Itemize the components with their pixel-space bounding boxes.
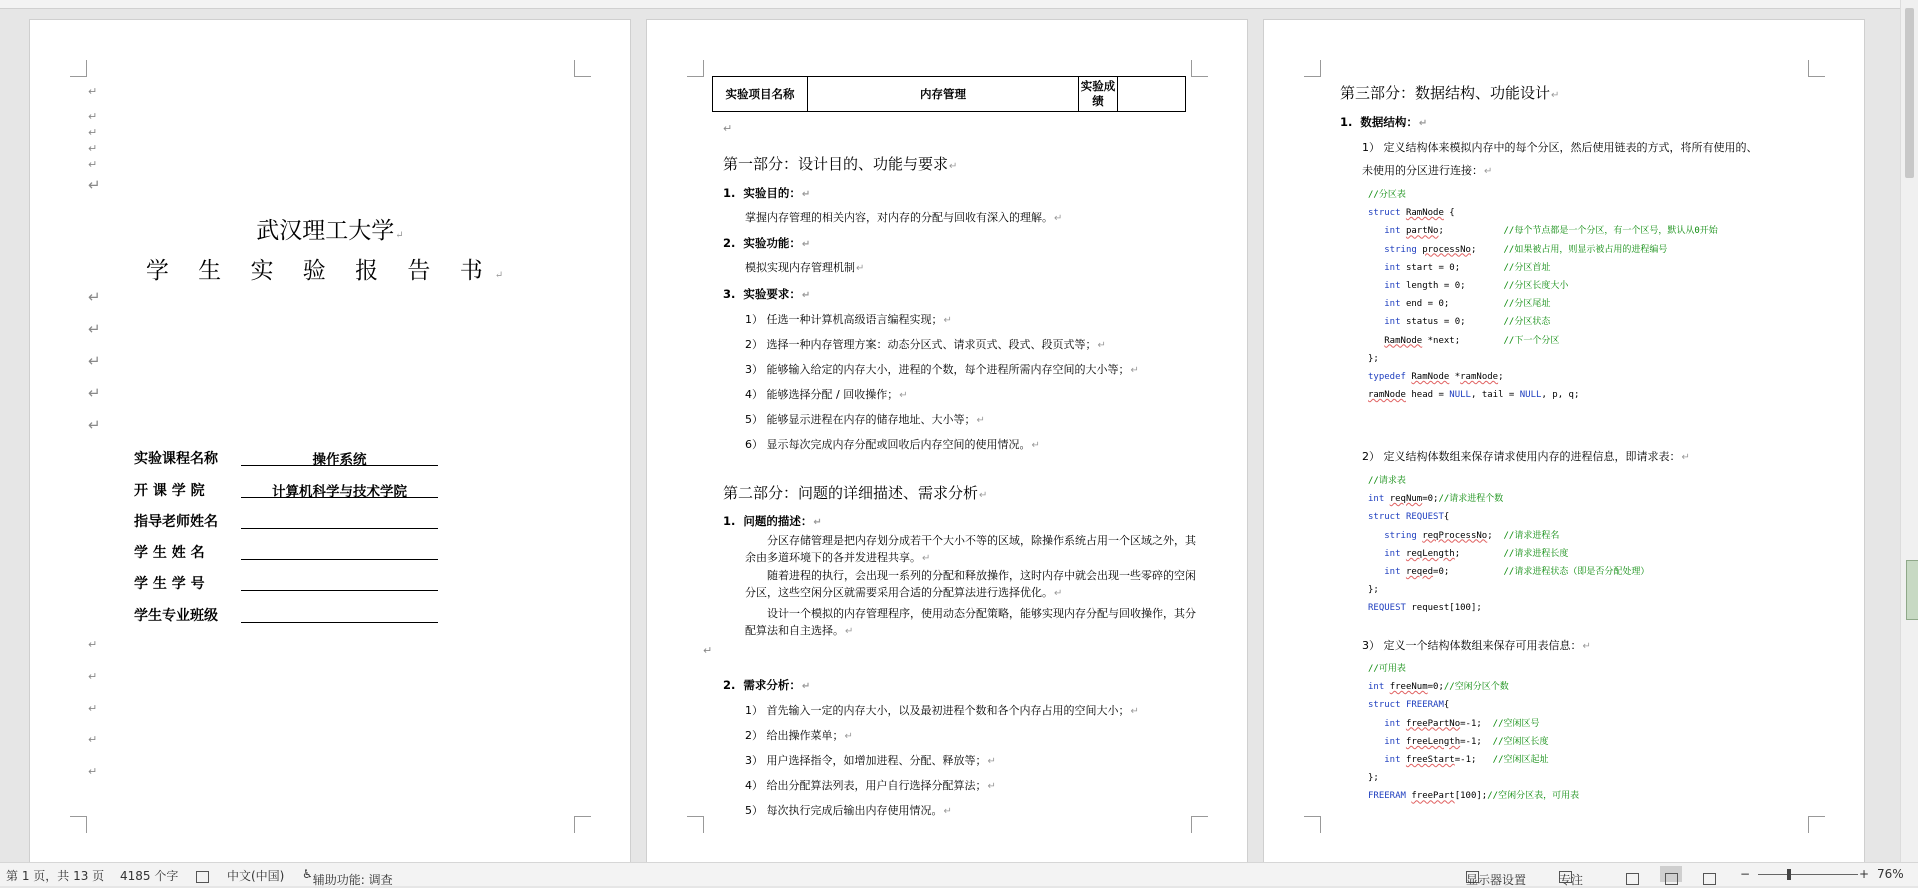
field-label: 学 生 姓 名: [134, 545, 205, 561]
field-value[interactable]: 操作系统: [241, 448, 438, 466]
description-title: 1. 问题的描述： ↵: [723, 513, 822, 529]
zoom-slider-knob[interactable]: [1787, 869, 1791, 880]
description-paragraph: 设计一个模拟的内存管理程序，使用动态分配策略，能够实现内存分配与回收操作，其分配算法和自主选择。 ↵: [745, 605, 1197, 640]
print-layout-button[interactable]: [1660, 866, 1682, 882]
function-text: 模拟实现内存管理机制 ↵: [745, 259, 864, 275]
crop-mark: [574, 816, 591, 833]
read-mode-button[interactable]: [1621, 866, 1643, 882]
field-label: 指导老师姓名: [134, 514, 218, 530]
language-status[interactable]: 中文(中国): [227, 869, 285, 883]
field-label: 学 生 学 号: [134, 576, 205, 592]
paragraph-mark: ↵: [703, 644, 713, 657]
requirement-item: 2） 选择一种内存管理方案：动态分区式、请求页式、段式、段页式等； ↵: [745, 336, 1106, 352]
item3-text: 3） 定义一个结构体数组来保存可用表信息： ↵: [1362, 637, 1591, 653]
scrollbar-thumb[interactable]: [1905, 8, 1914, 178]
zoom-out-button[interactable]: −: [1740, 867, 1751, 881]
code-block-request: //请求表 int reqNum=0;//请求进程个数 struct REQUEST{ string reqProcessNo; //请求进程名 int reqLength; //请求进程长度 int reqed=0; //请求进程状态（即是否分配处理） }; REQUEST request[100];: [1368, 476, 1650, 614]
paragraph-mark: ↵: [88, 765, 98, 778]
field-value[interactable]: [241, 573, 438, 591]
zoom-slider[interactable]: [1758, 874, 1858, 875]
ribbon-edge: [0, 0, 1918, 9]
field-value[interactable]: [241, 542, 438, 560]
needs-item: 5） 每次执行完成后输出内存使用情况。 ↵: [745, 802, 952, 818]
field-value[interactable]: 计算机科学与技术学院: [241, 480, 438, 498]
field-value[interactable]: [241, 605, 438, 623]
paragraph-mark: ↵: [88, 288, 101, 306]
report-title: 学 生 实 验 报 告 书 ↵: [30, 252, 630, 285]
purpose-title: 1. 实验目的： ↵: [723, 185, 810, 201]
paragraph-mark: ↵: [88, 670, 98, 683]
accessibility-status[interactable]: ♿ 辅助功能: 调查: [302, 867, 393, 887]
vertical-scrollbar[interactable]: [1900, 0, 1918, 862]
item1-text: 1） 定义结构体来模拟内存中的每个分区，然后使用链表的方式，将所有使用的、: [1362, 141, 1758, 154]
paragraph-mark: ↵: [88, 142, 98, 155]
requirement-item: 3） 能够输入给定的内存大小，进程的个数，每个进程所需内存空间的大小等； ↵: [745, 361, 1139, 377]
paragraph-mark: ↵: [88, 638, 98, 651]
description-paragraph: 随着进程的执行，会出现一系列的分配和释放操作，这时内存中就会出现一些零碎的空闲分区，这些空闲分区就需要采用合适的分配算法进行选择优化。 ↵: [745, 567, 1197, 602]
paragraph-mark: ↵: [88, 158, 98, 171]
part3-heading: 第三部分：数据结构、功能设计 ↵: [1340, 82, 1559, 103]
paragraph-mark: ↵: [88, 416, 101, 434]
crop-mark: [70, 60, 87, 77]
needs-item: 2） 给出操作菜单； ↵: [745, 727, 853, 743]
part1-heading: 第一部分：设计目的、功能与要求 ↵: [723, 153, 957, 174]
part2-heading: 第二部分：问题的详细描述、需求分析 ↵: [723, 482, 987, 503]
crop-mark: [1808, 60, 1825, 77]
score-value[interactable]: [1118, 77, 1186, 112]
purpose-text: 掌握内存管理的相关内容，对内存的分配与回收有深入的理解。 ↵: [745, 209, 1062, 225]
requirements-title: 3. 实验要求： ↵: [723, 286, 810, 302]
crop-mark: [1808, 816, 1825, 833]
paragraph-mark: ↵: [88, 702, 98, 715]
needs-title: 2. 需求分析： ↵: [723, 677, 810, 693]
field-label: 学生专业班级: [134, 608, 218, 624]
field-label: 实验课程名称: [134, 451, 218, 467]
item2-text: 2） 定义结构体数组来保存请求使用内存的进程信息，即请求表： ↵: [1362, 448, 1690, 464]
field-value[interactable]: [241, 511, 438, 529]
crop-mark: [687, 60, 704, 77]
code-block-freeram: //可用表 int freeNum=0;//空闲分区个数 struct FREERAM{ int freePartNo=-1; //空闲区号 int freeLength=-1; //空闲区长度 int freeStart=-1; //空闲区起址 }; FREERAM freePart[100];//空闲分区表，可用表: [1368, 664, 1580, 802]
code-block-rampnode: //分区表 struct RamNode { int partNo; //每个节点都是一个分区，有一个区号，默认从0开始 string processNo; //如果被占用，则显示被占用的进程编号 int start = 0; //分区首址 int length = 0; //分区长度大小 int end = 0; //分区尾址 int status = 0; //分区状态 RamNode *next; //下一个分区 }; typedef RamNode *ramNode; ramNode head = NULL, tail = NULL, p, q;: [1368, 190, 1718, 401]
paragraph-mark: ↵: [88, 176, 101, 194]
university-name: 武汉理工大学 ↵: [30, 212, 630, 245]
paragraph-mark: ↵: [88, 126, 98, 139]
paragraph-mark: ↵: [88, 384, 101, 402]
zoom-level[interactable]: 76%: [1877, 867, 1904, 881]
crop-mark: [1191, 60, 1208, 77]
zoom-in-button[interactable]: +: [1859, 867, 1870, 881]
page-3[interactable]: [1264, 20, 1864, 862]
paragraph-mark: ↵: [88, 733, 98, 746]
requirement-item: 1） 任选一种计算机高级语言编程实现； ↵: [745, 311, 952, 327]
paragraph-mark: ↵: [723, 122, 733, 135]
requirement-item: 5） 能够显示进程在内存的储存地址、大小等； ↵: [745, 411, 985, 427]
description-paragraph: 分区存储管理是把内存划分成若干个大小不等的区域，除操作系统占用一个区域之外，其余由多道环境下的各并发进程共享。 ↵: [745, 532, 1197, 567]
page-count[interactable]: 第 1 页，共 13 页: [6, 869, 105, 883]
status-bar: 第 1 页，共 13 页 4185 个字 中文(中国) ♿ 辅助功能: 调查 显示器设置 专注 − + 76%: [0, 862, 1918, 886]
paragraph-mark: ↵: [88, 85, 98, 98]
paragraph-mark: ↵: [88, 110, 98, 123]
side-panel-handle[interactable]: [1906, 560, 1918, 620]
item1-text-cont: 未使用的分区进行连接： ↵: [1362, 162, 1492, 178]
function-title: 2. 实验功能： ↵: [723, 235, 810, 251]
needs-item: 3） 用户选择指令，如增加进程、分配、释放等； ↵: [745, 752, 996, 768]
project-table: [712, 76, 1186, 112]
crop-mark: [1304, 60, 1321, 77]
crop-mark: [1304, 816, 1321, 833]
crop-mark: [687, 816, 704, 833]
score-label: 实验成绩: [1079, 77, 1118, 112]
project-name-label: 实验项目名称: [713, 77, 808, 112]
crop-mark: [1191, 816, 1208, 833]
requirement-item: 4） 能够选择分配 / 回收操作； ↵: [745, 386, 908, 402]
needs-item: 1） 首先输入一定的内存大小，以及最初进程个数和各个内存占用的空间大小； ↵: [745, 702, 1139, 718]
requirement-item: 6） 显示每次完成内存分配或回收后内存空间的使用情况。 ↵: [745, 436, 1040, 452]
page-2[interactable]: [647, 20, 1247, 862]
needs-item: 4） 给出分配算法列表，用户自行选择分配算法； ↵: [745, 777, 996, 793]
crop-mark: [70, 816, 87, 833]
paragraph-mark: ↵: [88, 352, 101, 370]
word-count[interactable]: 4185 个字: [120, 869, 179, 883]
page-1[interactable]: [30, 20, 630, 862]
web-layout-button[interactable]: [1698, 866, 1720, 882]
paragraph-mark: ↵: [88, 320, 101, 338]
crop-mark: [574, 60, 591, 77]
project-name-value[interactable]: 内存管理: [808, 77, 1079, 112]
data-structure-title: 1. 数据结构： ↵: [1340, 114, 1427, 130]
field-label: 开 课 学 院: [134, 483, 205, 499]
